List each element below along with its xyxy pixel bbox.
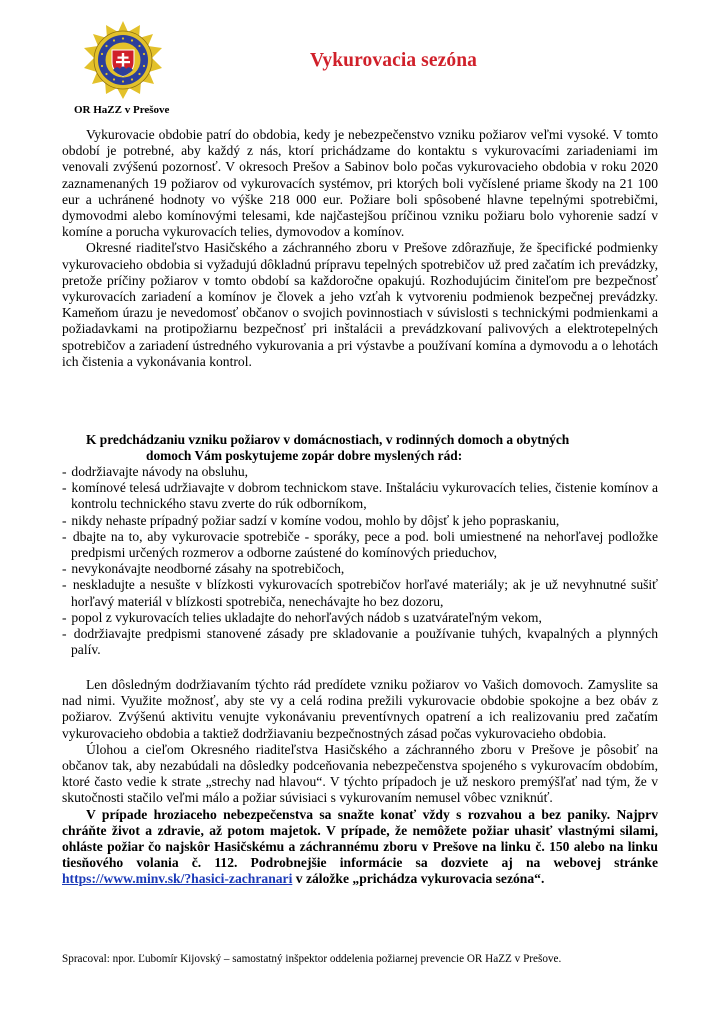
organization-label: OR HaZZ v Prešove — [74, 104, 170, 116]
list-item: - dbajte na to, aby vykurovacie spotrebiče - sporáky, pece a pod. boli umiestnené na nehorľavej podložke predpismi určených rozmerov a odborne zaústené do komínových prieduchov, — [62, 528, 658, 561]
list-item: - popol z vykurovacích telies ukladajte do nehorľavých nádob s uzatvárateľným vekom, — [62, 609, 542, 625]
list-item: - neskladujte a nesušte v blízkosti vykurovacích spotrebičov horľavé materiály; ak je už nevyhnutné sušiť horľavý materiál v blízkosti spotrebiča, nenechávajte ho bez dozoru, — [62, 577, 658, 609]
page-title: Vykurovacia sezóna — [310, 50, 478, 71]
list-item: - dodržiavajte návody na obsluhu, — [62, 464, 249, 479]
fire-rescue-emblem-icon — [82, 20, 164, 100]
intro-paragraph: Vykurovacie obdobie patrí do obdobia, kedy je nebezpečenstvo vzniku požiarov veľmi vysoké. V tomto období je potrebné, aby každý z nás, ktorí prichádzame do kontaktu s vykurovacími zariadeniami im venovali zvýšenú pozornosť. V okresoch Prešov a Sabinov bolo počas vykurovacieho obdobia v roku 2020 zaznamenaných 19 požiarov od vykurovacích systémov, pri ktorých boli vyčíslené priame škody na 21 100 eur a uchránené hodnoty vo výške 218 000 eur. Požiare boli spôsobené hlavne tepelnými spotrebičmi, dymovodmi alebo komínovými telesami, kde najčastejšou príčinou vzniku požiaru bolo vyhorenie sadzí v komíne a porucha vykurovacích telies, dymovodov a komínov. — [62, 127, 658, 240]
list-item: - nevykonávajte neodborné zásahy na spotrebičoch, — [62, 561, 345, 577]
closing-section — [62, 677, 658, 888]
website-link[interactable]: https://www.minv.sk/?hasici-zachranari — [62, 871, 293, 887]
list-item: - dodržiavajte predpismi stanovené zásady pre skladovanie a používanie tuhých, kvapalných a plynných palív. — [62, 626, 658, 658]
emergency-text: V prípade hroziaceho nebezpečenstva sa snažte konať vždy s rozvahou a bez paniky. Najprv chráňte život a zdravie, až potom majetok. V prípade, že nemôžete požiar uhasiť vlastnými silami, ohláste požiar čo najskôr Hasičskému a záchrannému zboru v Prešove na linku č. 150 alebo na linku tiesňového volania č. 112. Podrobnejšie informácie sa dozviete aj na webovej stránke — [62, 806, 658, 871]
intro-paragraph: Okresné riaditeľstvo Hasičského a záchranného zboru v Prešove zdôrazňuje, že špecifické podmienky vykurovacieho obdobia si vyžadujú dôkladnú prípravu tepelných spotrebičov už pred začatím ich prevádzky, pretože príčiny požiarov v tomto období sa každoročne opakujú. Rozhodujúcim činiteľom pre bezpečnosť vykurovacích zariadení a komínov je človek a jeho vzťah k vytvoreniu podmienok bezpečnej prevádzky. Kameňom úrazu je nevedomosť občanov o svojich povinnostiach v súvislosti s technickými podmienkami a požiadavkami na protipožiarnu bezpečnosť pri inštalácii a prevádzkovaní palivových a elektrotepelných spotrebičov a zariadení ústredného vykurovania a pri výstavbe a používaní komína a dymovodu a o lehotách ich čistenia a vykonávania kontrol. — [62, 240, 658, 369]
list-item: - komínové telesá udržiavajte v dobrom technickom stave. Inštaláciu vykurovacích telies, čistenie komínov a kontrolu technického stavu zverte do rúk odborníkom, — [62, 480, 658, 512]
emergency-paragraph — [62, 807, 658, 888]
emergency-text-end: v záložke „prichádza vykurovacia sezóna“. — [295, 871, 545, 887]
intro-section — [62, 127, 658, 370]
closing-paragraph: Len dôsledným dodržiavaním týchto rád predídete vzniku požiarov vo Vašich domovoch. Zamyslite sa nad nimi. Využite možnosť, aby ste vy a celá rodina prežili vykurovacie obdobie spokojne a bez obáv z požiarov. Zvýšenú aktivitu venujte vykonávaniu preventívnych opatrení a ich realizovaniu pred začatím vykurovacieho obdobia a taktiež dodržiavaniu bezpečnostných zásad počas vykurovacieho obdobia. — [62, 677, 658, 741]
author-footer: Spracoval: npor. Ľubomír Kijovský – samostatný inšpektor oddelenia požiarnej prevencie OR HaZZ v Prešove. — [62, 953, 562, 965]
advice-list — [62, 464, 658, 658]
closing-paragraph: Úlohou a cieľom Okresného riaditeľstva Hasičského a záchranného zboru v Prešove je pôsobiť na občanov tak, aby nezabúdali na dôsledky podceňovania nebezpečenstva spojeného s vykurovacím obdobím, ktoré často vedie k strate „strechy nad hlavou“. V týchto prípadoch je už neskoro premýšľať nad tým, že v skutočnosti stačilo veľmi málo a požiar súvisiaci s vykurovaním nemusel vôbec vzniknúť. — [62, 741, 658, 806]
list-item: - nikdy nehaste prípadný požiar sadzí v komíne vodou, mohlo by dôjsť k jeho popraskaniu, — [62, 512, 560, 528]
advice-heading-line: domoch Vám poskytujeme zopár dobre myslených rád: — [146, 448, 463, 464]
advice-heading-line: K predchádzaniu vzniku požiarov v domácnostiach, v rodinných domoch a obytných — [86, 432, 570, 447]
advice-heading — [62, 432, 658, 464]
